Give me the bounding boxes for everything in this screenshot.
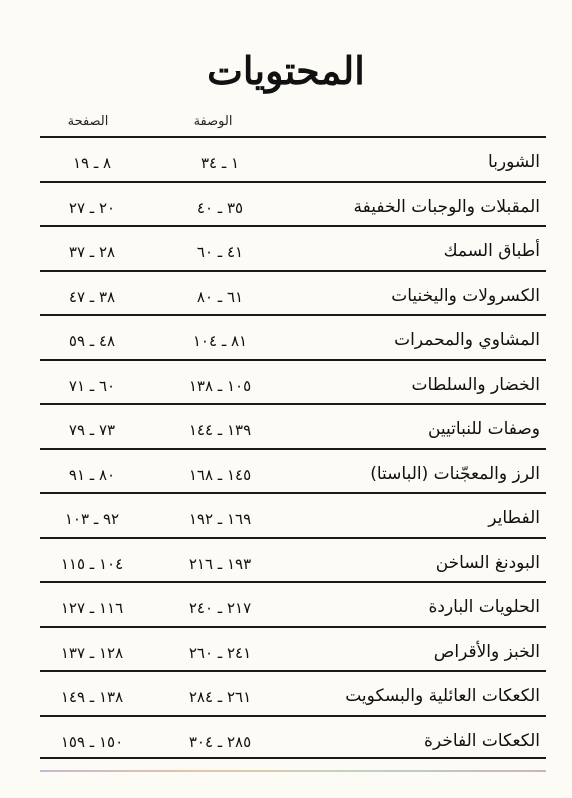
category-name: أطباق السمك xyxy=(443,241,540,261)
category-name: الكعكات الفاخرة xyxy=(424,730,540,751)
category-name: الشوربا xyxy=(488,152,540,172)
table-row xyxy=(40,359,546,404)
page-range: ٩٢ ـ ١٠٣ xyxy=(64,510,120,528)
page-range: ٨ ـ ١٩ xyxy=(72,154,112,172)
category-name: وصفات للنباتيين xyxy=(427,419,540,439)
category-name: الخبز والأقراص xyxy=(433,641,540,662)
contents-table xyxy=(40,136,546,759)
category-name: الخضار والسلطات xyxy=(411,374,540,395)
table-row xyxy=(40,537,546,582)
page-range: ١٢٨ ـ ١٣٧ xyxy=(60,643,124,662)
category-name: الرز والمعجّنات (الباستا) xyxy=(370,463,540,484)
table-row xyxy=(40,270,546,315)
recipe-range: ٨١ ـ ١٠٤ xyxy=(192,332,248,350)
page-range: ١٠٤ ـ ١١٥ xyxy=(60,554,124,573)
table-row xyxy=(40,626,546,671)
table-row xyxy=(40,181,546,226)
category-name: الحلويات الباردة xyxy=(428,597,540,617)
recipe-range: ١ ـ ٣٤ xyxy=(200,154,240,172)
category-name: الكعكات العائلية والبسكويت xyxy=(345,686,540,706)
page-range: ٢٠ ـ ٢٧ xyxy=(68,198,116,217)
recipe-range: ١٠٥ ـ ١٣٨ xyxy=(188,376,252,395)
table-row xyxy=(40,448,546,493)
recipe-range: ١٩٣ ـ ٢١٦ xyxy=(188,554,252,573)
page-range: ٧٣ ـ ٧٩ xyxy=(68,421,116,439)
page-range: ١٣٨ ـ ١٤٩ xyxy=(60,688,124,706)
page-range: ١٥٠ ـ ١٥٩ xyxy=(60,732,124,751)
recipe-range: ١٤٥ ـ ١٦٨ xyxy=(188,465,252,484)
recipe-range: ٢١٧ ـ ٢٤٠ xyxy=(188,599,252,617)
bottom-divider xyxy=(40,770,546,772)
recipe-column-header: الوصفة xyxy=(193,114,233,129)
recipe-range: ٢٨٥ ـ ٣٠٤ xyxy=(188,732,252,751)
table-row xyxy=(40,581,546,626)
recipe-range: ١٦٩ ـ ١٩٢ xyxy=(188,510,252,528)
recipe-range: ٢٤١ ـ ٢٦٠ xyxy=(188,643,252,662)
table-row xyxy=(40,225,546,270)
category-name: المشاوي والمحمرات xyxy=(394,330,540,350)
recipe-range: ١٣٩ ـ ١٤٤ xyxy=(188,421,252,439)
recipe-range: ٣٥ ـ ٤٠ xyxy=(196,198,244,217)
category-name: البودنغ الساخن xyxy=(435,552,540,573)
page-range: ٣٨ ـ ٤٧ xyxy=(68,287,116,306)
page-range: ٨٠ ـ ٩١ xyxy=(68,465,116,484)
table-row xyxy=(40,715,546,760)
recipe-range: ٢٦١ ـ ٢٨٤ xyxy=(188,688,252,706)
recipe-range: ٦١ ـ ٨٠ xyxy=(196,287,244,306)
category-name: الكسرولات واليخنيات xyxy=(391,285,540,306)
category-name: الفطاير xyxy=(488,508,540,528)
page-range: ٤٨ ـ ٥٩ xyxy=(68,332,116,350)
table-row xyxy=(40,492,546,537)
page-range: ١١٦ ـ ١٢٧ xyxy=(60,599,124,617)
table-row xyxy=(40,403,546,448)
category-name: المقبلات والوجبات الخفيفة xyxy=(353,196,540,217)
table-row xyxy=(40,136,546,181)
table-row xyxy=(40,670,546,715)
page-title: المحتويات xyxy=(207,48,365,93)
page-range: ٦٠ ـ ٧١ xyxy=(68,376,116,395)
page-range: ٢٨ ـ ٣٧ xyxy=(68,243,116,261)
recipe-range: ٤١ ـ ٦٠ xyxy=(196,243,244,261)
page-column-header: الصفحة xyxy=(67,114,109,129)
table-row xyxy=(40,314,546,359)
